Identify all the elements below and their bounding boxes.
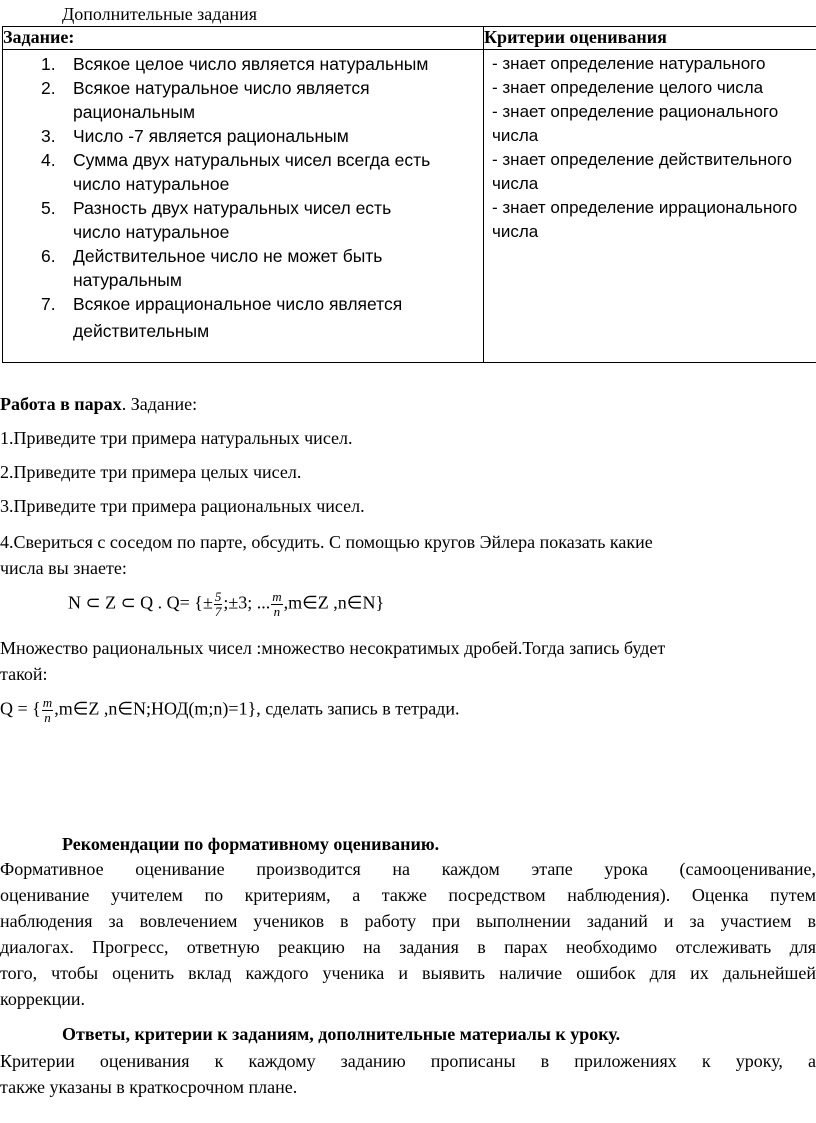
task-item-cont: число натуральное [73,174,230,194]
task-item-cont: действительным [73,321,210,341]
doc-title: Дополнительные задания [62,4,257,24]
fraction-m-n: $\frac{m}{n}$ [272,589,282,619]
pairs-item-1: 1.Приведите три примера натуральных чисел. [0,428,353,448]
task-item: 4. Сумма двух натуральных чисел всегда есть [41,150,431,170]
criteria-line: - знает определение действительного [492,150,792,169]
sets-formula: N ⊂ Z ⊂ Q . Q= {± $\frac{5}{7}$ ;±3; ... $\frac{m}{n}$ ,m∈Z ,n∈N} [68,589,385,619]
criteria-list [484,50,816,244]
task-item-cont: натуральным [73,270,182,290]
table-header-row [3,27,816,50]
pairs-item-4-cont: числа вы знаете: [0,558,127,578]
task-item: 2. Всякое натуральное число является [41,78,370,98]
col-header-criteria: Критерии оценивания [484,27,816,50]
recommendations-line: Формативное оценивание производится на каждом этапе урока (самооценивание, [0,859,816,879]
task-list [3,52,473,346]
task-item-cont: рациональным [73,102,195,122]
task-item: 5. Разность двух натуральных чисел есть [41,198,392,218]
rational-text: Множество рациональных чисел :множество несократимых дробей.Тогда запись будет [0,638,666,658]
pairs-heading: Работа в парах. Задание: [0,394,198,414]
recommendations-line: наблюдения за вовлечением учеников в работу при выполнении заданий и за участием в [0,911,816,931]
fraction-m-n-2: $\frac{m}{n}$ [42,695,53,725]
task-item: 3. Число -7 является рациональным [41,126,349,146]
task-item: 7. Всякое иррациональное число является [41,294,403,314]
recommendations-heading: Рекомендации по формативному оцениванию. [62,834,440,854]
task-item: 6. Действительное число не может быть [41,246,383,266]
criteria-cell [484,50,816,363]
recommendations-line: коррекции. [0,989,85,1009]
criteria-line: числа [492,222,539,241]
answers-heading: Ответы, критерии к заданиям, дополнительные материалы к уроку. [62,1024,621,1044]
tasks-cell [3,50,484,363]
pairs-item-2: 2.Приведите три примера целых чисел. [0,462,302,482]
criteria-line: числа [492,126,539,145]
criteria-line: - знает определение целого числа [492,78,764,97]
criteria-line: - знает определение натурального [492,54,766,73]
task-item: 1. Всякое целое число является натуральным [41,54,429,74]
recommendations-line: диалогах. Прогресс, ответную реакцию на задания в парах необходимо отслеживать для [0,937,816,957]
fraction-5-7: $\frac{5}{7}$ [214,589,222,619]
rational-text-cont: такой: [0,664,48,684]
criteria-line: - знает определение иррационального [492,198,798,217]
col-header-tasks: Задание: [3,27,484,50]
task-item-cont: число натуральное [73,222,230,242]
pairs-item-3: 3.Приведите три примера рациональных чисел. [0,496,365,516]
answers-line: Критерии оценивания к каждому заданию прописаны в приложениях к уроку, а [0,1051,816,1071]
recommendations-line: оценивание учителем по критериям, а также посредством наблюдения). Оценка путем [0,885,816,905]
criteria-line: - знает определение рационального [492,102,779,121]
answers-line: также указаны в краткосрочном плане. [0,1077,298,1097]
pairs-item-4: 4.Свериться с соседом по парте, обсудить. С помощью кругов Эйлера показать какие [0,532,653,552]
tasks-table [2,26,816,363]
table-body-row [3,50,816,363]
rational-formula: Q = { $\frac{m}{n}$ ,m∈Z ,n∈N;НОД(m;n)=1}, сделать запись в тетради. [0,695,460,725]
recommendations-line: того, чтобы оценить вклад каждого ученика и выявить наличие ошибок для их дальнейшей [0,963,816,983]
criteria-line: числа [492,174,539,193]
